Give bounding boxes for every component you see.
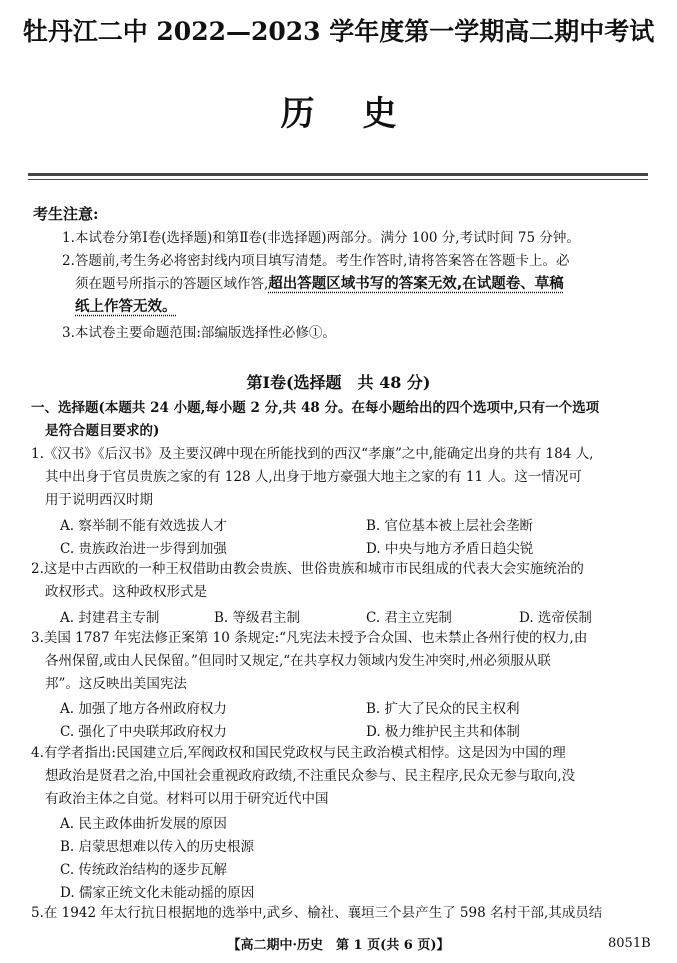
section-instruction-line-2: 是符合题目要求的)	[45, 423, 160, 439]
question-2-option-d: D. 选帝侯制	[519, 610, 592, 626]
question-4-option-a: A. 民主政体曲折发展的原因	[60, 816, 227, 832]
section-instruction	[31, 397, 656, 443]
exam-title: 牡丹江二中 2022—2023 学年度第一学期高二期中考试	[22, 17, 655, 46]
question-4-line-1: 4.有学者指出:民国建立后,军阀政权和国民党政权与民主政治模式相悖。这是因为中国的理	[31, 745, 566, 761]
question-4-option-b: B. 启蒙思想难以传入的历史根源	[60, 839, 255, 855]
question-3-line-2: 各州保留,或由人民保留。”但同时又规定,“在共享权力领域内发生冲突时,州必须服从联	[45, 653, 551, 669]
question-2-option-c: C. 君主立宪制	[366, 610, 452, 626]
question-2-option-a: A. 封建君主专制	[60, 610, 160, 626]
question-3-line-1: 3.美国 1787 年宪法修正案第 10 条规定:“凡宪法未授予合众国、也未禁止各州行使的权力,由	[31, 630, 588, 646]
question-1	[31, 443, 658, 512]
question-1-line-1: 1.《汉书》《后汉书》及主要汉碑中现在所能找到的西汉“孝廉”之中,能确定出身的共有 184 人,	[31, 446, 594, 462]
notice-item-2-line-3	[62, 296, 652, 319]
header-divider-thin	[28, 179, 648, 180]
notice-item-1: 1.本试卷分第Ⅰ卷(选择题)和第Ⅱ卷(非选择题)两部分。满分 100 分,考试时间 75 分钟。	[62, 230, 580, 246]
question-4-line-2: 想政治是贤君之治,中国社会重视政府政绩,不注重民众参与、民主程序,民众无参与取向,没	[45, 768, 576, 784]
part-1-title: 第Ⅰ卷(选择题 共 48 分)	[246, 373, 431, 392]
question-2-option-b: B. 等级君主制	[214, 610, 301, 626]
subject-title: 历史	[280, 94, 445, 134]
notice-item-2	[62, 250, 652, 319]
question-3	[31, 627, 658, 696]
question-2-line-2: 政权形式。这种政权形式是	[45, 584, 207, 600]
question-1-line-2: 其中出身于官员贵族之家的有 128 人,出身于地方豪强大地主之家的有 11 人。这一情况可	[45, 469, 582, 485]
question-4	[31, 742, 658, 811]
question-1-option-a: A. 察举制不能有效选拔人才	[60, 518, 227, 534]
question-3-option-b: B. 扩大了民众的民主权利	[366, 701, 520, 717]
question-2-line-1: 2.这是中古西欧的一种王权借助由教会贵族、世俗贵族和城市市民组成的代表大会实施统治的	[31, 561, 584, 577]
question-4-option-d: D. 儒家正统文化未能动摇的原因	[60, 885, 255, 901]
section-instruction-line-1: 一、选择题(本题共 24 小题,每小题 2 分,共 48 分。在每小题给出的四个选项中,只有一个选项	[31, 400, 600, 416]
question-4-option-c: C. 传统政治结构的逐步瓦解	[60, 862, 227, 878]
question-3-line-3: 邦”。这反映出美国宪法	[45, 676, 187, 692]
question-3-option-c: C. 强化了中央联邦政府权力	[60, 724, 227, 740]
question-1-option-d: D. 中央与地方矛盾日趋尖锐	[366, 541, 534, 557]
question-1-line-3: 用于说明西汉时期	[45, 492, 153, 508]
notice-emphasis-end: 纸上作答无效。	[75, 299, 177, 315]
paper-code: 8051B	[608, 936, 651, 951]
question-3-option-d: D. 极力维护民主共和体制	[366, 724, 520, 740]
question-5	[31, 902, 658, 925]
notice-item-2-text: 须在题号所指示的答题区域作答,	[75, 276, 269, 292]
notice-emphasis: 超出答题区域书写的答案无效,在试题卷、草稿	[268, 276, 564, 292]
header-divider-thick	[28, 173, 648, 176]
page-footer: 【高二期中·历史 第 1 页(共 6 页)】	[227, 938, 450, 953]
question-5-line-1: 5.在 1942 年太行抗日根据地的选举中,武乡、榆社、襄垣三个县产生了 598 名村干部,其成员结	[31, 905, 603, 921]
notice-heading: 考生注意:	[33, 205, 99, 223]
question-2	[31, 558, 658, 604]
question-3-option-a: A. 加强了地方各州政府权力	[60, 701, 227, 717]
question-1-option-b: B. 官位基本被上层社会垄断	[366, 518, 534, 534]
notice-item-2-line-1: 2.答题前,考生务必将密封线内项目填写清楚。考生作答时,请将答案答在答题卡上。必	[62, 253, 570, 269]
notice-item-3: 3.本试卷主要命题范围:部编版选择性必修①。	[62, 325, 336, 341]
question-1-option-c: C. 贵族政治进一步得到加强	[60, 541, 227, 557]
question-4-line-3: 有政治主体之自觉。材料可以用于研究近代中国	[45, 791, 329, 807]
notice-item-2-line-2	[62, 273, 652, 296]
